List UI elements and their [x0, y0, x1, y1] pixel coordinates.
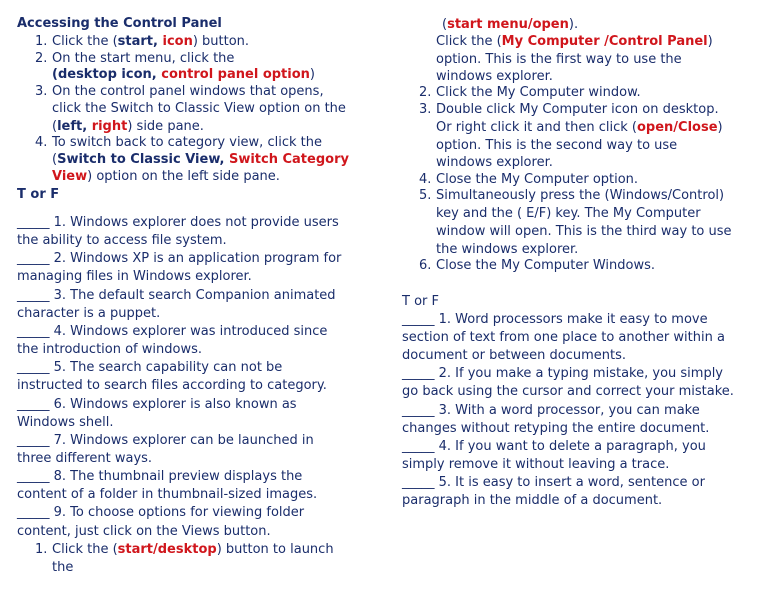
tf-question-continuation: _____ 2. If you make a typing mistake, you simply	[402, 366, 723, 382]
tf-question-line: _____ 8. The thumbnail preview displays the	[17, 469, 303, 485]
step-text: option. This is the first way to use the	[436, 52, 682, 67]
tf-question-line: _____ 4. Windows explorer was introduced since	[17, 323, 328, 339]
section-heading: Accessing the Control Panel	[17, 16, 222, 31]
tf-question-line: _____ 2. Windows XP is an application program for	[17, 251, 342, 267]
step-text: (left, right) side pane.	[52, 119, 204, 134]
step-text: Or right click it and then click (open/Close)	[436, 120, 723, 135]
tf-question-line: _____ 7. Windows explorer can be launched in	[17, 432, 314, 448]
step-number: 4.	[35, 135, 48, 150]
tf-question-line: _____ 1. Word processors make it easy to move	[402, 312, 708, 327]
step-number: 5.	[419, 188, 432, 203]
tf-question-line: _____ 3. The default search Companion animated	[17, 287, 336, 303]
step-text: Click the My Computer window.	[436, 85, 641, 100]
step-number: 2.	[35, 51, 48, 66]
step-text: Click the (My Computer /Control Panel)	[436, 34, 713, 49]
step-number: 1.	[35, 34, 48, 49]
tf-question-continuation: _____ 4. If you want to delete a paragraph, you	[402, 438, 706, 454]
tf-heading: T or F	[402, 294, 439, 309]
tf-question-continuation: _____ 5. It is easy to insert a word, sentence or	[402, 474, 705, 490]
step-text: On the control panel windows that opens,	[52, 84, 324, 99]
tf-question-line: _____ 1. Windows explorer does not provide users	[17, 215, 339, 230]
step-text: windows explorer.	[436, 155, 553, 170]
step-text: click the Switch to Classic View option on the	[52, 101, 346, 116]
step-text: (desktop icon, control panel option)	[52, 67, 315, 82]
tf-question-line: simply remove it without leaving a trace.	[402, 456, 670, 472]
tf-question-continuation: managing files in Windows explorer.	[17, 269, 252, 285]
tf-question-continuation: content, just click on the Views button.	[17, 523, 271, 539]
step-text: On the start menu, click the	[52, 51, 235, 66]
step-number: 4.	[419, 172, 432, 187]
tf-question-continuation: the ability to access file system.	[17, 233, 227, 249]
tf-question-line: _____ 9. To choose options for viewing folder	[17, 505, 305, 521]
tf-heading: T or F	[17, 187, 60, 202]
tf-question-continuation: _____ 3. With a word processor, you can make	[402, 402, 700, 418]
step-text: windows explorer.	[436, 69, 553, 84]
step-text: (Switch to Classic View, Switch Category	[52, 152, 349, 167]
step-text: (start menu/open).	[442, 17, 579, 32]
tf-question-continuation: character is a puppet.	[17, 305, 161, 321]
step-number: 3.	[419, 102, 432, 117]
step-text: the	[52, 560, 74, 575]
tf-question-continuation: content of a folder in thumbnail-sized images.	[17, 487, 318, 503]
step-text: Click the (start, icon) button.	[52, 34, 250, 49]
step-text: Close the My Computer option.	[436, 172, 639, 187]
step-number: 3.	[35, 84, 48, 99]
tf-question-line: _____ 5. The search capability can not be	[17, 360, 283, 376]
step-text: key and the ( E/F) key. The My Computer	[436, 206, 701, 221]
tf-question-line: go back using the cursor and correct your mistake.	[402, 384, 734, 400]
step-text: Click the (start/desktop) button to launch	[52, 542, 334, 557]
tf-question-line: document or between documents.	[402, 348, 626, 364]
tf-question-line: paragraph in the middle of a document.	[402, 493, 663, 508]
step-number: 6.	[419, 258, 432, 273]
tf-question-continuation: the introduction of windows.	[17, 342, 202, 358]
tf-question-continuation: section of text from one place to another within a	[402, 330, 725, 346]
tf-question-line: changes without retyping the entire document.	[402, 420, 710, 436]
step-text: Simultaneously press the (Windows/Control)	[436, 188, 725, 203]
step-text: Double click My Computer icon on desktop.	[436, 102, 719, 117]
step-text: option. This is the second way to use	[436, 138, 678, 153]
step-number: 2.	[419, 85, 432, 100]
step-number: 1.	[35, 542, 48, 557]
step-text: window will open. This is the third way to use	[436, 224, 732, 239]
tf-question-continuation: three different ways.	[17, 450, 153, 466]
tf-question-line: _____ 6. Windows explorer is also known as	[17, 396, 297, 412]
step-text: the windows explorer.	[436, 242, 579, 257]
step-text: View) option on the left side pane.	[52, 169, 280, 184]
step-text: Close the My Computer Windows.	[436, 258, 655, 273]
step-text: To switch back to category view, click the	[52, 135, 322, 150]
tf-question-continuation: instructed to search files according to category.	[17, 378, 327, 394]
tf-question-continuation: Windows shell.	[17, 414, 114, 430]
